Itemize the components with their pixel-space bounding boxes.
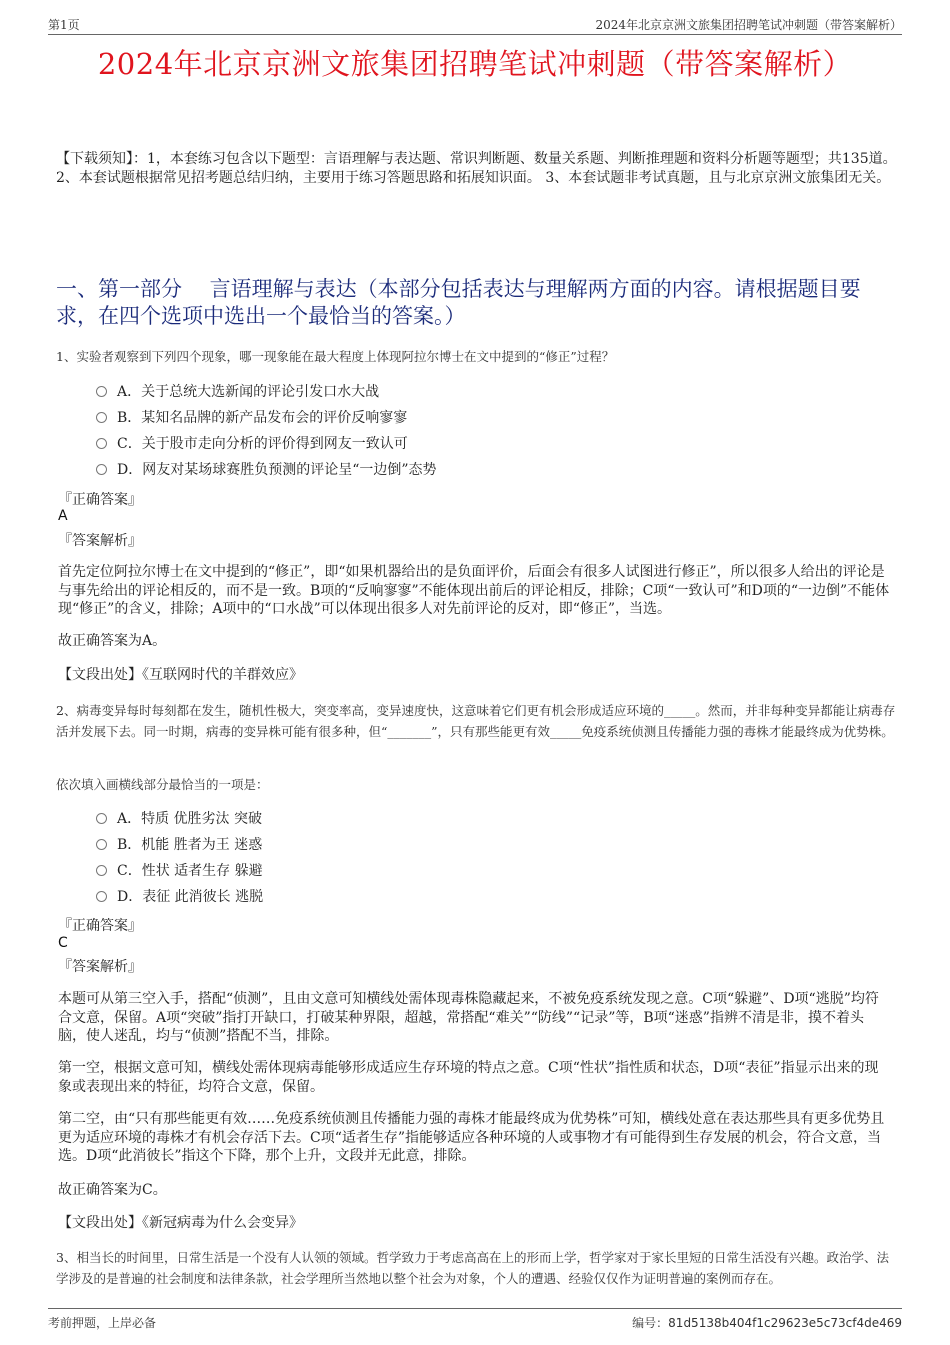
radio-icon[interactable] bbox=[96, 891, 107, 902]
question-2-option-a[interactable]: A．特质 优胜劣汰 突破 bbox=[96, 809, 262, 829]
question-2-analysis-text: 本题可从第三空入手，搭配“侦测”，且由文意可知横线处需体现毒株隐藏起来，不被免疫系统发现之意。C项“躲避”、D项“逃脱”均符合文意，保留。A项“突破”指打开缺口，打破某种界限，超越，常搭配“难关”“防线”“记录”等，B项“迷惑”指辨不清是非，摸不着头脑，使人迷乱，均与“侦测”搭配不当，排除。 bbox=[58, 991, 879, 1044]
question-1-option-a[interactable]: A．关于总统大选新闻的评论引发口水大战 bbox=[96, 382, 379, 402]
question-1-source: 【文段出处】《互联网时代的羊群效应》 bbox=[58, 667, 303, 683]
question-1-answer: A bbox=[58, 508, 68, 524]
question-2-source: 【文段出处】《新冠病毒为什么会变异》 bbox=[58, 1215, 303, 1231]
question-1-analysis-label: 『答案解析』 bbox=[58, 533, 142, 549]
question-1-option-d[interactable]: D．网友对某场球赛胜负预测的评论呈“一边倒”态势 bbox=[96, 460, 437, 480]
question-2-answer: C bbox=[58, 935, 68, 951]
question-3-stem: 3、相当长的时间里，日常生活是一个没有人认领的领域。哲学致力于考虑高高在上的形而上学，哲学家对于家长里短的日常生活没有兴趣。政治学、法学涉及的是普遍的社会制度和法律条款，社会学理所当然地以整个社会为对象，个人的遭遇、经验仅仅作为证明普遍的案例而存在。 bbox=[56, 1250, 889, 1286]
question-2-option-b[interactable]: B．机能 胜者为王 迷惑 bbox=[96, 835, 262, 855]
question-2-correct-label: 『正确答案』 bbox=[58, 918, 142, 934]
question-1-correct-label: 『正确答案』 bbox=[58, 492, 142, 508]
question-1-stem: 1、实验者观察到下列四个现象，哪一现象能在最大程度上体现阿拉尔博士在文中提到的“修正”过程？ bbox=[56, 349, 615, 364]
footer-slogan: 考前押题，上岸必备 bbox=[48, 1316, 157, 1330]
question-2-stem: 2、病毒变异每时每刻都在发生，随机性极大，突变率高，变异速度快，这意味着它们更有机会形成适应环境的_____。然而，并非每种变异都能让病毒存活并发展下去。同一时期，病毒的变异株可能有很多种，但“_______”，只有那些能更有效_____免疫系统侦测且传播能力强的毒株才能最终成为优势株。 bbox=[56, 703, 896, 739]
question-1-option-b[interactable]: B．某知名品牌的新产品发布会的评价反响寥寥 bbox=[96, 408, 407, 428]
radio-icon[interactable] bbox=[96, 464, 107, 475]
document-title: 2024年北京京洲文旅集团招聘笔试冲刺题（带答案解析） bbox=[97, 47, 853, 81]
question-1-conclusion: 故正确答案为A。 bbox=[58, 633, 167, 649]
page-footer bbox=[48, 1308, 902, 1331]
document-id: 编号：81d5138b404f1c29623e5c73cf4de469 bbox=[632, 1316, 902, 1330]
question-1-analysis-text: 首先定位阿拉尔博士在文中提到的“修正”，即“如果机器给出的是负面评价，后面会有很多人试图进行修正”，所以很多人给出的评论是与事先给出的评论相反的，而不是一致。B项的“反响寥寥”不能体现出前后的评论相反，排除；C项“一致认可”和D项的“一边倒”不能体现“修正”的含义，排除；A项中的“口水战”可以体现出很多人对先前评论的反对，即“修正”，当选。 bbox=[58, 564, 890, 617]
radio-icon[interactable] bbox=[96, 813, 107, 824]
question-2-prompt: 依次填入画横线部分最恰当的一项是： bbox=[56, 777, 269, 792]
radio-icon[interactable] bbox=[96, 412, 107, 423]
radio-icon[interactable] bbox=[96, 865, 107, 876]
question-2-analysis-blank-1: 第一空，根据文意可知，横线处需体现病毒能够形成适应生存环境的特点之意。C项“性状”指性质和状态，D项“表征”指显示出来的现象或表现出来的特征，均符合文意，保留。 bbox=[58, 1060, 879, 1095]
question-2-conclusion: 故正确答案为C。 bbox=[58, 1182, 167, 1198]
question-2-option-d[interactable]: D．表征 此消彼长 逃脱 bbox=[96, 887, 263, 907]
radio-icon[interactable] bbox=[96, 839, 107, 850]
page-header bbox=[48, 14, 902, 35]
question-1-option-c[interactable]: C．关于股市走向分析的评价得到网友一致认可 bbox=[96, 434, 408, 454]
question-2-option-c[interactable]: C．性状 适者生存 躲避 bbox=[96, 861, 263, 881]
page-number: 第1页 bbox=[48, 18, 80, 32]
section-title: 一、第一部分 言语理解与表达（本部分包括表达与理解两方面的内容。请根据题目要求，在四个选项中选出一个最恰当的答案。） bbox=[56, 277, 861, 328]
header-title: 2024年北京京洲文旅集团招聘笔试冲刺题（带答案解析） bbox=[595, 18, 902, 32]
radio-icon[interactable] bbox=[96, 386, 107, 397]
question-2-analysis-blank-2: 第二空，由“只有那些能更有效……免疫系统侦测且传播能力强的毒株才能最终成为优势株”可知，横线处意在表达那些具有更多优势且更为适应环境的毒株才有机会存活下去。C项“适者生存”指能够适应各种环境的人或事物才有可能得到生存发展的机会，符合文意，当选。D项“此消彼长”指这个下降，那个上升，文段并无此意，排除。 bbox=[58, 1111, 885, 1164]
radio-icon[interactable] bbox=[96, 438, 107, 449]
download-notice: 【下载须知】：1，本套练习包含以下题型：言语理解与表达题、常识判断题、数量关系题、判断推理题和资料分析题等题型；共135道。 2、本套试题根据常见招考题总结归纳，主要用于练习答题思路和拓展知识面。 3、本套试题非考试真题，且与北京京洲文旅集团无关。 bbox=[56, 151, 897, 186]
question-2-analysis-label: 『答案解析』 bbox=[58, 959, 142, 975]
